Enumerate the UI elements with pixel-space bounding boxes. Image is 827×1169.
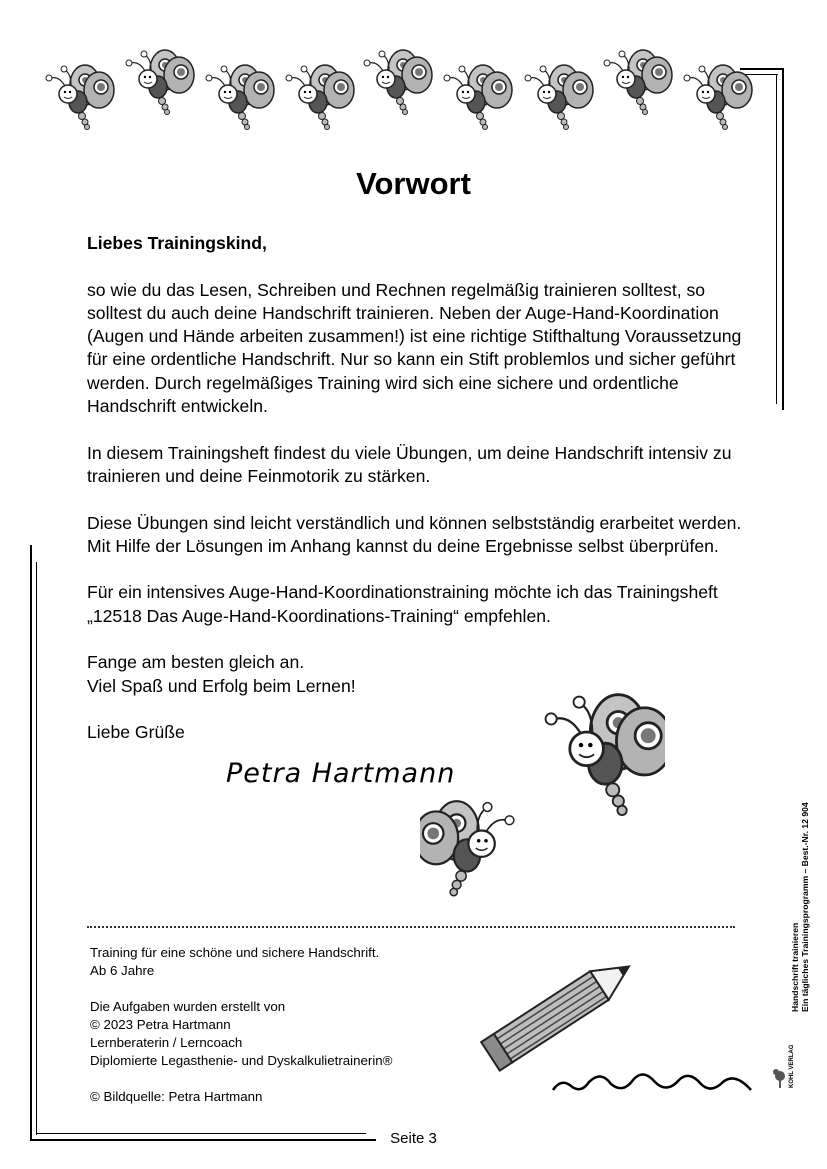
frame-line: [30, 545, 32, 1141]
butterfly-icon: [206, 65, 274, 130]
page-title: Vorwort: [356, 166, 471, 201]
paragraph: In diesem Trainingsheft findest du viele Übungen, um deine Handschrift intensiv zu trainieren und deine Feinmotorik zu stärken.: [87, 442, 732, 486]
frame-line: [782, 68, 784, 410]
footer-info: [90, 944, 470, 1106]
footer-line: Die Aufgaben wurden erstellt von: [90, 999, 286, 1014]
butterfly-icon: [604, 50, 672, 115]
footer-line: Lernberaterin / Lerncoach: [90, 1035, 243, 1050]
divider: [87, 926, 735, 928]
butterfly-icon: [525, 685, 665, 835]
footer-line: Diplomierte Legasthenie- und Dyskalkulietrainerin®: [90, 1053, 393, 1068]
butterfly-icon: [420, 790, 530, 915]
side-title: Handschrift trainieren: [790, 922, 800, 1012]
side-product-info: [790, 802, 810, 1012]
frame-line: [776, 74, 777, 404]
footer-line: © 2023 Petra Hartmann: [90, 1017, 231, 1032]
signature: Petra Hartmann: [226, 758, 456, 789]
side-subtitle: Ein tägliches Trainingsprogramm – Best.-Nr. 12 904: [800, 802, 810, 1012]
greeting: Liebes Trainingskind,: [87, 233, 267, 253]
butterfly-icon: [286, 65, 354, 130]
paragraph: Diese Übungen sind leicht verständlich und können selbstständig erarbeitet werden. Mit Hilfe der Lösungen im Anhang kannst du deine Ergebnisse selbst überprüfen.: [87, 512, 742, 556]
butterfly-icon: [126, 50, 194, 115]
page-number: Seite 3: [390, 1130, 437, 1147]
butterfly-icon: [364, 50, 432, 115]
footer-line: Training für eine schöne und sichere Handschrift.: [90, 945, 380, 960]
closing-line: Viel Spaß und Erfolg beim Lernen!: [87, 675, 356, 696]
butterfly-icon: [444, 65, 512, 130]
paragraph: so wie du das Lesen, Schreiben und Rechnen regelmäßig trainieren solltest, so solltest du auch deine Handschrift trainieren. Neben der Auge-Hand-Koordination (Augen und Hände arbeiten zusammen!) ist eine richtige Stifthaltung Voraussetzung für eine ordentliche Handschrift. Nur so kann ein Stift problemlos und sicher geführt werden. Durch regelmäßiges Training wird sich eine sichere und ordentliche Handschrift entwickeln.: [87, 279, 742, 417]
footer-line: © Bildquelle: Petra Hartmann: [90, 1089, 263, 1104]
butterfly-icon: [525, 65, 593, 130]
paragraph: Für ein intensives Auge-Hand-Koordinationstraining möchte ich das Trainingsheft „12518 Das Auge-Hand-Koordinations-Training“ empfehlen.: [87, 582, 718, 626]
logo-text: KOHL VERLAG: [789, 1044, 795, 1088]
regards: Liebe Grüße: [87, 722, 185, 743]
pencil-icon: [455, 938, 755, 1103]
butterfly-icon: [46, 65, 114, 130]
closing-line: Fange am besten gleich an.: [87, 652, 305, 673]
butterfly-icon: [684, 65, 752, 130]
frame-line: [36, 562, 37, 1135]
publisher-logo: [771, 1030, 801, 1092]
footer-line: Ab 6 Jahre: [90, 963, 155, 978]
butterfly-border: [30, 40, 760, 135]
